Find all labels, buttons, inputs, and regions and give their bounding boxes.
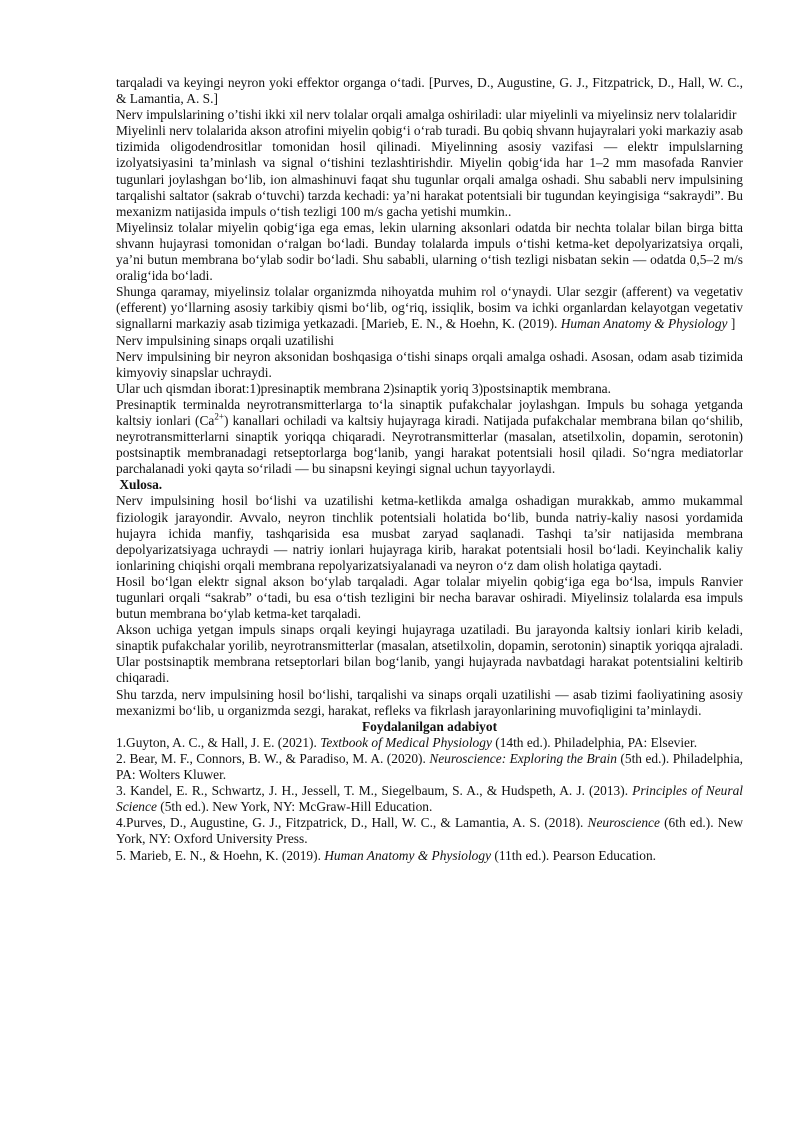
reference-publisher: (5th ed.). Philadelphia, PA: Wolters Kluwer. — [116, 750, 743, 783]
reference-title: Human Anatomy & Physiology — [324, 847, 492, 863]
reference-title: Principles of Neural Science — [116, 783, 743, 815]
citation-book-title: Human Anatomy & Physiology — [560, 316, 728, 332]
reference-title: Textbook of Medical Physiology — [320, 734, 492, 750]
paragraph-synapse-parts: Ular uch qismdan iborat:1)presinaptik membrana 2)sinaptik yoriq 3)postsinaptik membrana. — [116, 380, 611, 396]
reference-publisher: (14th ed.). Philadelphia, PA: Elsevier. — [491, 734, 698, 750]
paragraph-unmyelinated-fibers: Miyelinsiz tolalar miyelin qobig‘iga ega emas, lekin ularning aksonlari odatda bir nechta tolalar bilan birga bitta shvann hujayrasi tomonidan o‘ralgan bo‘ladi. Bunday tolalarda impuls o‘tishi ketma-ket depolyarizatsiya orqali, ya’ni butun membrana bo‘ylab sodir bo‘ladi. Shu sababli, ularning o‘tish tezligi nisbatan sekin — odatda 0,5–2 m/s oralig‘ida bo‘ladi. — [116, 219, 743, 284]
paragraph-fiber-types: Nerv impulslarining o’tishi ikki xil nerv tolalar orqali amalga oshiriladi: ular miyelinli va miyelinsiz nerv tolalaridir — [116, 107, 737, 123]
references-heading: Foydalanilgan adabiyot — [361, 718, 498, 734]
reference-title: Neuroscience: Exploring the Brain — [429, 750, 617, 766]
paragraph-conclusion-3: Akson uchiga yetgan impuls sinaps orqali keyingi hujayraga uzatiladi. Bu jarayonda kaltsiy ionlari kirib keladi, sinaptik pufakchalar yorilib, neyrotransmitterlar (masalan, atsetilxolin, dopamin, serotonin) sinaptik yoriqqa ajraladi. Ular postsinaptik membrana retseptorlari bilan bog‘lanib, yangi hujayrada navbatdagi harakat potentsialini keltirib chiqaradi. — [116, 622, 743, 686]
paragraph-unmyelinated-role-text: Shunga qaramay, miyelinsiz tolalar organizmda nihoyatda muhim rol o‘ynaydi. Ular sezgir (afferent) va vegetativ (efferent) yo‘llarning asosiy tarkibiy qismi bo‘lib, og‘riq, issiqlik, bosim va ichki organlardan kelayotgan vegetativ signallarni markaziy asab tizimiga yetkazadi. [Marieb, E. N., & Hoehn, K. (2019). — [116, 284, 743, 332]
section-heading-synapse: Nerv impulsining sinaps orqali uzatilishi — [116, 332, 334, 348]
reference-item — [116, 815, 743, 847]
reference-authors: 2. Bear, M. F., Connors, B. W., & Paradiso, M. A. (2020). — [116, 750, 430, 766]
paragraph-myelinated-fibers: Miyelinli nerv tolalarida akson atrofini miyelin qobig‘i o‘rab turadi. Bu qobiq shvann hujayralari yoki markaziy asab tizimida oligodendrositlar tomonidan hosil qilinadi. Miyelinning asosiy vazifasi — elektr impulslarning izolyatsiyasini ta’minlash va signal o‘tishini tezlashtirishdir. Miyelin qobig‘ida har 1–2 mm masofada Ranvier tugunlari joylashgan bo‘lib, ion almashinuvi faqat shu tugunlar orqali amalga oshadi. Shu sababli nerv impulsining tarqalishi saltator (sakrab o‘tuvchi) tarzda kechadi: ya’ni harakat potentsiali bir tugundan keyingisiga “sakraydi”. Bu mexanizm natijasida impuls o‘tish tezligi 100 m/s gacha yetishi mumkin.. — [116, 123, 743, 219]
conclusion-heading: Xulosa. — [116, 477, 163, 493]
citation-close: ] — [727, 316, 736, 332]
paragraph-conclusion-4: Shu tarzda, nerv impulsining hosil bo‘lishi, tarqalishi va sinaps orqali uzatilishi — asab tizimi faoliyatining asosiy mexanizmi bo‘lib, u organizmda sezgi, harakat, refleks va fikrlash jarayonlarining muvofiqligini ta’minlaydi. — [116, 686, 743, 718]
paragraph-unmyelinated-role — [116, 284, 743, 332]
paragraph-conclusion-2: Hosil bo‘lgan elektr signal akson bo‘ylab tarqaladi. Agar tolalar miyelin qobig‘iga ega bo‘lsa, impuls Ranvier tugunlari orqali “sakrab” o‘tadi, bu esa o‘tish tezligini bir necha baravar oshiradi. Miyelinsiz tolalarda esa impuls butun membrana bo‘ylab ketma-ket tarqaladi. — [116, 573, 743, 622]
reference-authors: 3. Kandel, E. R., Schwartz, J. H., Jessell, T. M., Siegelbaum, S. A., & Hudspeth, A. J. (2013). — [116, 783, 633, 799]
reference-publisher: (6th ed.). New York, NY: Oxford University Press. — [116, 815, 743, 847]
reference-item — [116, 735, 743, 751]
reference-item — [116, 751, 743, 783]
paragraph-presynaptic-text-a: Presinaptik terminalda neyrotransmitterlarga to‘la sinaptik pufakchalar joylashgan. Impuls bu sohaga yetganda kaltsiy ionlari (Ca — [116, 396, 743, 428]
paragraph-conclusion-1: Nerv impulsining hosil bo‘lishi va uzatilishi ketma-ketlikda amalga oshadigan murakkab, ammo mukammal fiziologik jarayondir. Avvalo, neyron tinchlik potentsiali holatida bo‘lib, bunda natriy-kaliy nasosi yordamida hujayra ichida manfiy, tashqarisida esa musbat zaryad saqlanadi. Tashqi ta’sir natijasida membrana depolyarizatsiyaga uchraydi — natriy ionlari hujayraga kirib, harakat potentsiali hosil bo‘ladi. Keyinchalik kaliy ionlarining chiqishi orqali membrana repolyarizatsiyalanadi va neyron o‘z dam olish holatiga qaytadi. — [116, 493, 743, 573]
paragraph-presynaptic — [116, 397, 743, 477]
reference-item — [116, 848, 743, 864]
reference-publisher: (5th ed.). New York, NY: McGraw-Hill Education. — [156, 799, 433, 815]
reference-title: Neuroscience — [587, 815, 660, 831]
reference-authors: 1.Guyton, A. C., & Hall, J. E. (2021). — [116, 734, 321, 750]
reference-publisher: (11th ed.). Pearson Education. — [491, 847, 656, 863]
calcium-charge: 2+ — [214, 411, 224, 422]
reference-authors: 5. Marieb, E. N., & Hoehn, K. (2019). — [116, 847, 325, 863]
reference-item — [116, 783, 743, 815]
paragraph-purves-citation: tarqaladi va keyingi neyron yoki effektor organga o‘tadi. [Purves, D., Augustine, G. J., Fitzpatrick, D., Hall, W. C., & Lamantia, A. S.] — [116, 75, 743, 107]
references-list — [116, 735, 743, 864]
paragraph-synapse-intro: Nerv impulsining bir neyron aksonidan boshqasiga o‘tishi sinaps orqali amalga oshadi. Asosan, odam asab tizimida kimyoviy sinapslar uchraydi. — [116, 348, 743, 380]
reference-authors: 4.Purves, D., Augustine, G. J., Fitzpatrick, D., Hall, W. C., & Lamantia, A. S. (2018). — [116, 815, 588, 831]
paragraph-presynaptic-text-b: ) kanallari ochiladi va kaltsiy hujayraga kiradi. Natijada pufakchalar membrana bilan qo‘shilib, neyrotransmitterlarni sinaptik yoriqqa chiqaradi. Neyrotransmitterlar (masalan, atsetilxolin, dopamin, serotonin) postsinaptik membranadagi retseptorlarga bog‘lanib, yangi harakat potentsiali hosil qiladi. So‘ngra mediatorlar parchalanadi yoki qayta so‘riladi — bu sinapsni keyingi signal uchun tayyorlaydi. — [116, 412, 743, 477]
